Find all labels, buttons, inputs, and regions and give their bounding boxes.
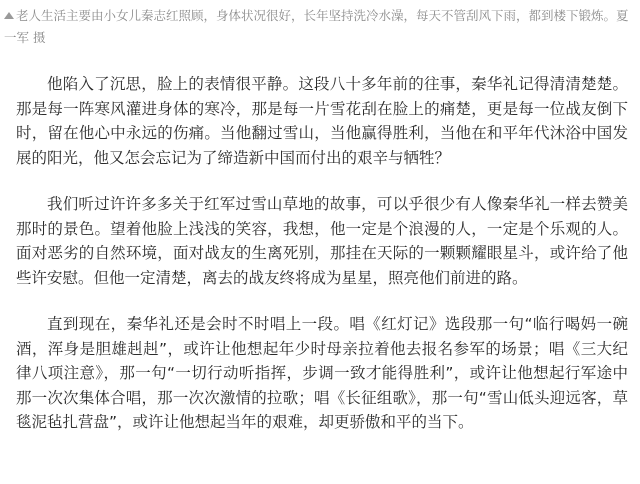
- photo-caption: [4, 5, 634, 49]
- paragraph-1: 他陷入了沉思，脸上的表情很平静。这段八十多年前的往事，秦华礼记得清清楚楚。那是每一阵寒风灌进身体的寒冷，那是每一片雪花刮在脸上的痛楚，更是每一位战友倒下时，留在他心中永远的伤痛。当他翻过雪山，当他赢得胜利，当他在和平年代沐浴中国发展的阳光，他又怎会忘记为了缔造新中国而付出的艰辛与牺牲？: [16, 75, 628, 167]
- caption-text: 老人生活主要由小女儿秦志红照顾，身体状况很好，长年坚持洗冷水澡，每天不管刮风下雨，都到楼下锻炼。夏一军 摄: [4, 8, 629, 45]
- paragraph-3: 直到现在，秦华礼还是会时不时唱上一段。唱《红灯记》选段那一句“临行喝妈一碗酒，浑身是胆雄赳赳”，或许让他想起年少时母亲拉着他去报名参军的场景；唱《三大纪律八项注意》，那一句“一切行动听指挥，步调一致才能得胜利”，或许让他想起行军途中那一次次集体合唱，那一次次激情的拉歌；唱《长征组歌》，那一句“雪山低头迎远客，草毯泥毡扎营盘”，或许让他想起当年的艰难，却更骄傲和平的当下。: [16, 315, 628, 431]
- paragraph-2: 我们听过许许多多关于红军过雪山草地的故事，可以乎很少有人像秦华礼一样去赞美那时的景色。望着他脸上浅浅的笑容，我想，他一定是个浪漫的人，一定是个乐观的人。面对恶劣的自然环境，面对战友的生离死别，那挂在天际的一颗颗耀眼星斗，或许给了他些许安慰。但他一定清楚，离去的战友终将成为星星，照亮他们前进的路。: [16, 195, 628, 287]
- article-body: [16, 72, 628, 457]
- caption-triangle-icon: [4, 12, 14, 19]
